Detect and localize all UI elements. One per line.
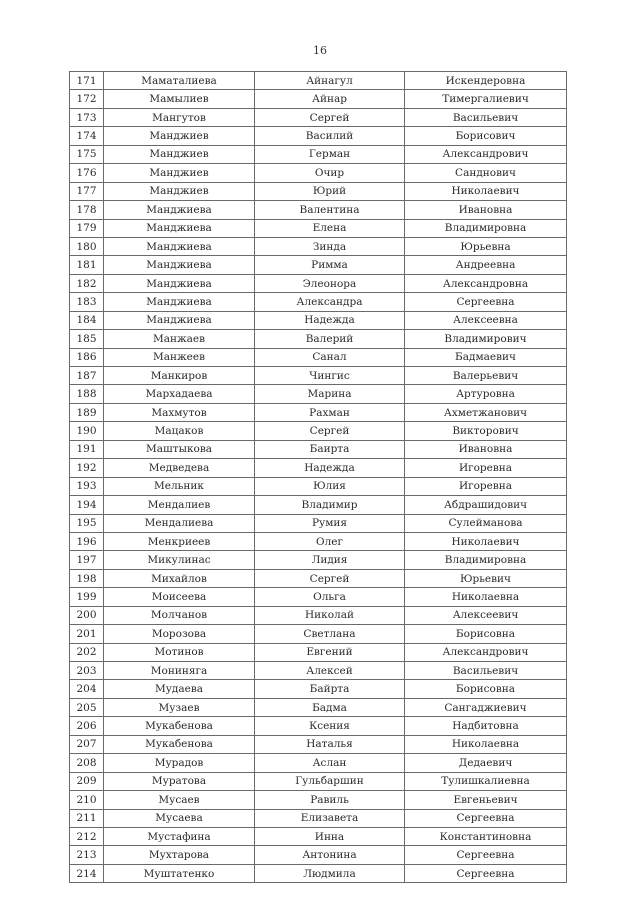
patronymic: Владимировна (405, 551, 567, 569)
last-name: Мухтарова (104, 846, 255, 864)
first-name: Бадма (255, 698, 405, 716)
last-name: Мурадов (104, 754, 255, 772)
last-name: Мархадаева (104, 385, 255, 403)
patronymic: Васильевич (405, 108, 567, 126)
table-row (70, 403, 567, 421)
row-number: 202 (70, 643, 104, 661)
row-number: 207 (70, 735, 104, 753)
last-name: Манжаев (104, 330, 255, 348)
patronymic: Тулишкалиевна (405, 772, 567, 790)
first-name: Айнар (255, 90, 405, 108)
patronymic: Сангаджиевич (405, 698, 567, 716)
last-name: Михайлов (104, 569, 255, 587)
patronymic: Николаевна (405, 588, 567, 606)
last-name: Муратова (104, 772, 255, 790)
patronymic: Ивановна (405, 440, 567, 458)
first-name: Гульбаршин (255, 772, 405, 790)
table-row (70, 846, 567, 864)
row-number: 214 (70, 864, 104, 882)
last-name: Манджиев (104, 182, 255, 200)
row-number: 181 (70, 256, 104, 274)
first-name: Инна (255, 827, 405, 845)
first-name: Ксения (255, 717, 405, 735)
row-number: 213 (70, 846, 104, 864)
table-row (70, 311, 567, 329)
first-name: Румия (255, 514, 405, 532)
first-name: Светлана (255, 625, 405, 643)
last-name: Манджиева (104, 311, 255, 329)
table-row (70, 643, 567, 661)
row-number: 187 (70, 367, 104, 385)
last-name: Мотинов (104, 643, 255, 661)
last-name: Муштатенко (104, 864, 255, 882)
last-name: Мукабенова (104, 717, 255, 735)
patronymic: Надбитовна (405, 717, 567, 735)
table-row (70, 90, 567, 108)
table-row (70, 569, 567, 587)
table-row (70, 72, 567, 90)
table-row (70, 219, 567, 237)
last-name: Мусаев (104, 791, 255, 809)
row-number: 205 (70, 698, 104, 716)
last-name: Мендалиева (104, 514, 255, 532)
first-name: Лидия (255, 551, 405, 569)
row-number: 177 (70, 182, 104, 200)
last-name: Мустафина (104, 827, 255, 845)
first-name: Николай (255, 606, 405, 624)
last-name: Манджиев (104, 145, 255, 163)
patronymic: Александровна (405, 274, 567, 292)
row-number: 178 (70, 201, 104, 219)
first-name: Людмила (255, 864, 405, 882)
table-row (70, 182, 567, 200)
last-name: Музаев (104, 698, 255, 716)
patronymic: Артуровна (405, 385, 567, 403)
first-name: Валерий (255, 330, 405, 348)
first-name: Марина (255, 385, 405, 403)
last-name: Манжеев (104, 348, 255, 366)
last-name: Мукабенова (104, 735, 255, 753)
first-name: Василий (255, 127, 405, 145)
last-name: Манджиева (104, 219, 255, 237)
patronymic: Борисовна (405, 625, 567, 643)
table-row (70, 680, 567, 698)
last-name: Мамылиев (104, 90, 255, 108)
row-number: 203 (70, 662, 104, 680)
first-name: Елизавета (255, 809, 405, 827)
row-number: 206 (70, 717, 104, 735)
row-number: 194 (70, 496, 104, 514)
patronymic: Ивановна (405, 201, 567, 219)
table-row (70, 440, 567, 458)
roster-table (69, 71, 567, 883)
last-name: Манджиева (104, 201, 255, 219)
first-name: Надежда (255, 459, 405, 477)
last-name: Мудаева (104, 680, 255, 698)
table-row (70, 201, 567, 219)
last-name: Маштыкова (104, 440, 255, 458)
patronymic: Игоревна (405, 477, 567, 495)
patronymic: Алексеевич (405, 606, 567, 624)
last-name: Мусаева (104, 809, 255, 827)
patronymic: Юрьевич (405, 569, 567, 587)
last-name: Мендалиев (104, 496, 255, 514)
row-number: 188 (70, 385, 104, 403)
last-name: Мельник (104, 477, 255, 495)
patronymic: Сергеевна (405, 846, 567, 864)
row-number: 191 (70, 440, 104, 458)
table-row (70, 532, 567, 550)
patronymic: Абдрашидович (405, 496, 567, 514)
row-number: 211 (70, 809, 104, 827)
table-row (70, 385, 567, 403)
first-name: Сергей (255, 422, 405, 440)
first-name: Зинда (255, 237, 405, 255)
last-name: Менкриеев (104, 532, 255, 550)
table-row (70, 662, 567, 680)
patronymic: Васильевич (405, 662, 567, 680)
first-name: Ольга (255, 588, 405, 606)
patronymic: Владимирович (405, 330, 567, 348)
last-name: Манджиева (104, 293, 255, 311)
table-row (70, 330, 567, 348)
row-number: 195 (70, 514, 104, 532)
patronymic: Викторович (405, 422, 567, 440)
table-row (70, 864, 567, 882)
patronymic: Валерьевич (405, 367, 567, 385)
row-number: 192 (70, 459, 104, 477)
patronymic: Санднович (405, 164, 567, 182)
row-number: 200 (70, 606, 104, 624)
table-row (70, 422, 567, 440)
row-number: 175 (70, 145, 104, 163)
table-row (70, 496, 567, 514)
row-number: 174 (70, 127, 104, 145)
table-row (70, 459, 567, 477)
first-name: Наталья (255, 735, 405, 753)
patronymic: Александрович (405, 643, 567, 661)
row-number: 199 (70, 588, 104, 606)
last-name: Мацаков (104, 422, 255, 440)
row-number: 184 (70, 311, 104, 329)
first-name: Юрий (255, 182, 405, 200)
patronymic: Бадмаевич (405, 348, 567, 366)
table-row (70, 698, 567, 716)
row-number: 208 (70, 754, 104, 772)
first-name: Элеонора (255, 274, 405, 292)
last-name: Манджиев (104, 164, 255, 182)
row-number: 179 (70, 219, 104, 237)
row-number: 172 (70, 90, 104, 108)
last-name: Мангутов (104, 108, 255, 126)
table-row (70, 237, 567, 255)
last-name: Манджиев (104, 127, 255, 145)
table-row (70, 256, 567, 274)
first-name: Олег (255, 532, 405, 550)
first-name: Александра (255, 293, 405, 311)
table-row (70, 348, 567, 366)
patronymic: Алексеевна (405, 311, 567, 329)
table-row (70, 164, 567, 182)
patronymic: Сергеевна (405, 864, 567, 882)
row-number: 197 (70, 551, 104, 569)
last-name: Манджиева (104, 274, 255, 292)
first-name: Сергей (255, 108, 405, 126)
row-number: 198 (70, 569, 104, 587)
first-name: Владимир (255, 496, 405, 514)
table-row (70, 514, 567, 532)
table-row (70, 145, 567, 163)
first-name: Надежда (255, 311, 405, 329)
first-name: Байрта (255, 680, 405, 698)
row-number: 185 (70, 330, 104, 348)
table-row (70, 127, 567, 145)
patronymic: Сергеевна (405, 293, 567, 311)
first-name: Очир (255, 164, 405, 182)
table-row (70, 791, 567, 809)
first-name: Аслан (255, 754, 405, 772)
last-name: Моисеева (104, 588, 255, 606)
patronymic: Игоревна (405, 459, 567, 477)
patronymic: Андреевна (405, 256, 567, 274)
roster-body (70, 72, 567, 883)
table-row (70, 274, 567, 292)
last-name: Мониняга (104, 662, 255, 680)
table-row (70, 717, 567, 735)
patronymic: Николаевич (405, 532, 567, 550)
table-row (70, 827, 567, 845)
patronymic: Николаевна (405, 735, 567, 753)
patronymic: Дедаевич (405, 754, 567, 772)
row-number: 183 (70, 293, 104, 311)
table-row (70, 588, 567, 606)
first-name: Сергей (255, 569, 405, 587)
table-row (70, 551, 567, 569)
table-row (70, 625, 567, 643)
first-name: Айнагул (255, 72, 405, 90)
patronymic: Евгеньевич (405, 791, 567, 809)
row-number: 173 (70, 108, 104, 126)
row-number: 204 (70, 680, 104, 698)
last-name: Манджиева (104, 256, 255, 274)
row-number: 180 (70, 237, 104, 255)
row-number: 210 (70, 791, 104, 809)
patronymic: Константиновна (405, 827, 567, 845)
last-name: Медведева (104, 459, 255, 477)
last-name: Манджиева (104, 237, 255, 255)
table-row (70, 108, 567, 126)
table-row (70, 606, 567, 624)
table-row (70, 477, 567, 495)
row-number: 176 (70, 164, 104, 182)
table-row (70, 754, 567, 772)
first-name: Юлия (255, 477, 405, 495)
row-number: 212 (70, 827, 104, 845)
first-name: Антонина (255, 846, 405, 864)
patronymic: Борисовна (405, 680, 567, 698)
row-number: 182 (70, 274, 104, 292)
table-row (70, 772, 567, 790)
last-name: Махмутов (104, 403, 255, 421)
patronymic: Юрьевна (405, 237, 567, 255)
patronymic: Сергеевна (405, 809, 567, 827)
row-number: 201 (70, 625, 104, 643)
last-name: Молчанов (104, 606, 255, 624)
first-name: Евгений (255, 643, 405, 661)
row-number: 186 (70, 348, 104, 366)
row-number: 190 (70, 422, 104, 440)
patronymic: Александрович (405, 145, 567, 163)
table-row (70, 367, 567, 385)
patronymic: Искендеровна (405, 72, 567, 90)
first-name: Чингис (255, 367, 405, 385)
first-name: Рахман (255, 403, 405, 421)
first-name: Елена (255, 219, 405, 237)
first-name: Герман (255, 145, 405, 163)
last-name: Манкиров (104, 367, 255, 385)
page-number: 16 (313, 44, 327, 57)
first-name: Валентина (255, 201, 405, 219)
table-row (70, 809, 567, 827)
row-number: 196 (70, 532, 104, 550)
patronymic: Тимергалиевич (405, 90, 567, 108)
patronymic: Николаевич (405, 182, 567, 200)
first-name: Равиль (255, 791, 405, 809)
row-number: 209 (70, 772, 104, 790)
row-number: 171 (70, 72, 104, 90)
table-row (70, 293, 567, 311)
row-number: 193 (70, 477, 104, 495)
first-name: Санал (255, 348, 405, 366)
table-row (70, 735, 567, 753)
last-name: Маматалиева (104, 72, 255, 90)
last-name: Морозова (104, 625, 255, 643)
last-name: Микулинас (104, 551, 255, 569)
patronymic: Борисович (405, 127, 567, 145)
patronymic: Владимировна (405, 219, 567, 237)
first-name: Римма (255, 256, 405, 274)
row-number: 189 (70, 403, 104, 421)
first-name: Баирта (255, 440, 405, 458)
patronymic: Сулейманова (405, 514, 567, 532)
patronymic: Ахметжанович (405, 403, 567, 421)
first-name: Алексей (255, 662, 405, 680)
